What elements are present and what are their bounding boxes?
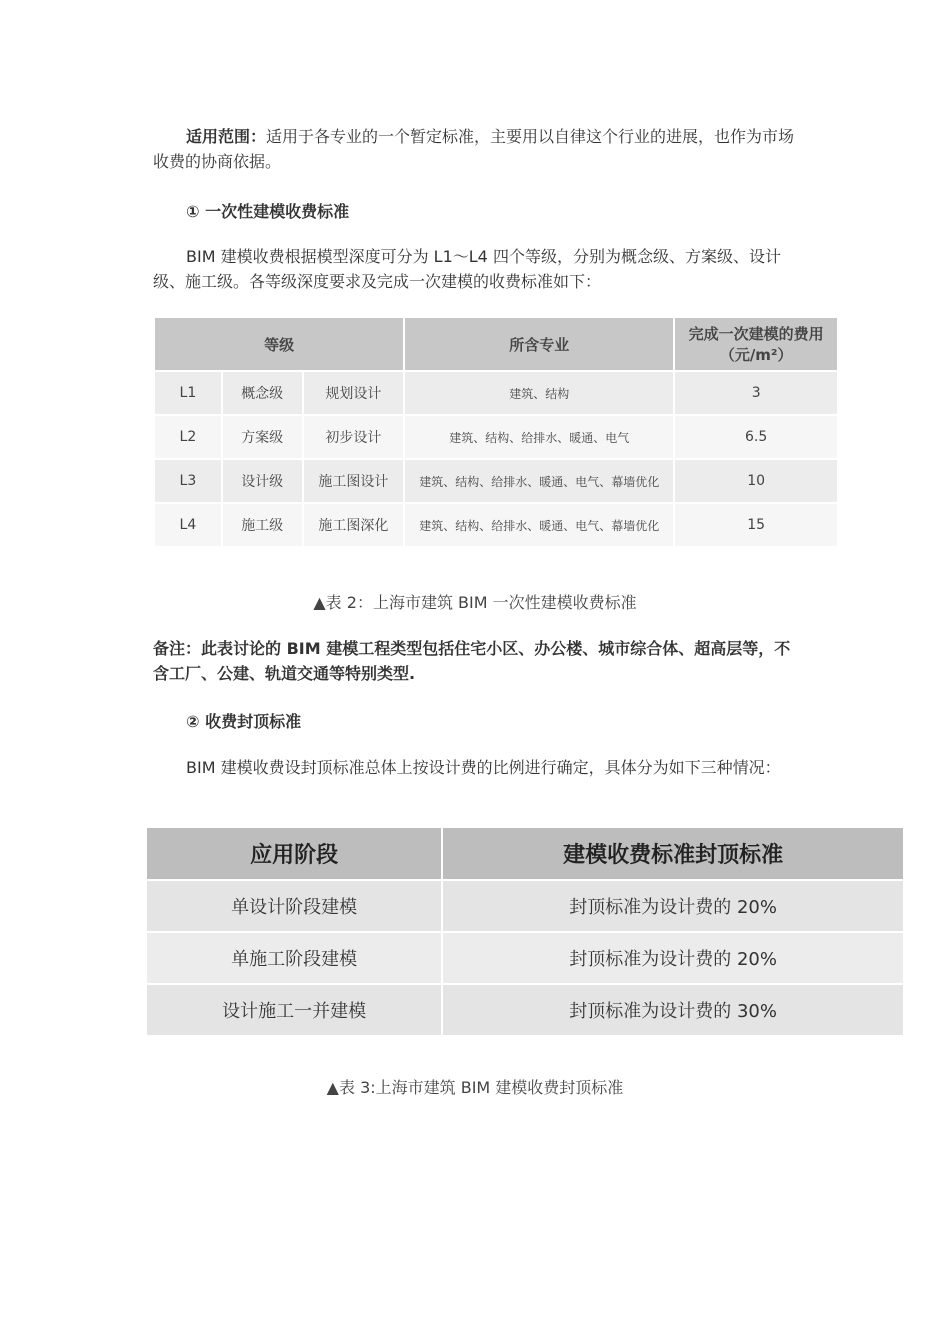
table-row — [154, 371, 838, 415]
header-fee-line2: （元/m²） — [719, 346, 793, 364]
cap-stage: 单设计阶段建模 — [146, 880, 442, 932]
level-code: L3 — [154, 459, 222, 503]
cap-value: 封顶标准为设计费的 20% — [442, 880, 904, 932]
section2-intro: BIM 建模收费设封顶标准总体上按设计费的比例进行确定，具体分为如下三种情况： — [186, 758, 781, 777]
level-name: 概念级 — [222, 371, 303, 415]
level-fee: 3 — [674, 371, 838, 415]
scope-paragraph — [153, 124, 803, 174]
level-disciplines: 建筑、结构、给排水、暖通、电气、幕墙优化 — [404, 503, 674, 547]
level-disciplines: 建筑、结构、给排水、暖通、电气 — [404, 415, 674, 459]
section2-heading: ② 收费封顶标准 — [186, 712, 302, 731]
level-fee: 6.5 — [674, 415, 838, 459]
header-stage: 应用阶段 — [146, 827, 442, 880]
table-header-row — [154, 317, 838, 371]
table-row — [154, 459, 838, 503]
cap-value: 封顶标准为设计费的 20% — [442, 932, 904, 984]
fee-cap-table — [145, 826, 905, 1037]
level-name: 方案级 — [222, 415, 303, 459]
table-row — [146, 880, 904, 932]
level-stage: 规划设计 — [303, 371, 405, 415]
section1-heading: ① 一次性建模收费标准 — [186, 202, 350, 221]
level-disciplines: 建筑、结构 — [404, 371, 674, 415]
table-row — [146, 932, 904, 984]
table-row — [154, 503, 838, 547]
level-code: L1 — [154, 371, 222, 415]
level-disciplines: 建筑、结构、给排水、暖通、电气、幕墙优化 — [404, 459, 674, 503]
level-name: 设计级 — [222, 459, 303, 503]
level-stage: 施工图设计 — [303, 459, 405, 503]
table-row — [146, 984, 904, 1036]
level-stage: 初步设计 — [303, 415, 405, 459]
section1-intro: BIM 建模收费根据模型深度可分为 L1～L4 四个等级，分别为概念级、方案级、设计级、施工级。各等级深度要求及完成一次建模的收费标准如下： — [153, 247, 781, 291]
level-fee: 15 — [674, 503, 838, 547]
header-fee-line1: 完成一次建模的费用 — [688, 325, 824, 343]
level-name: 施工级 — [222, 503, 303, 547]
header-cap: 建模收费标准封顶标准 — [442, 827, 904, 880]
table-header-row — [146, 827, 904, 880]
level-code: L2 — [154, 415, 222, 459]
header-fee — [674, 317, 838, 371]
header-disciplines: 所含专业 — [404, 317, 674, 371]
level-code: L4 — [154, 503, 222, 547]
cap-stage: 设计施工一并建模 — [146, 984, 442, 1036]
table-row — [154, 415, 838, 459]
scope-text: 适用于各专业的一个暂定标准，主要用以自律这个行业的进展，也作为市场收费的协商依据。 — [153, 127, 795, 171]
cap-stage: 单施工阶段建模 — [146, 932, 442, 984]
scope-label: 适用范围： — [186, 127, 267, 146]
table3-caption: ▲表 3:上海市建筑 BIM 建模收费封顶标准 — [326, 1078, 624, 1097]
level-fee: 10 — [674, 459, 838, 503]
note-paragraph: 备注：此表讨论的 BIM 建模工程类型包括住宅小区、办公楼、城市综合体、超高层等，不含工厂、公建、轨道交通等特别类型. — [153, 639, 791, 683]
level-stage: 施工图深化 — [303, 503, 405, 547]
fee-standard-table — [153, 316, 839, 548]
table2-caption: ▲表 2：上海市建筑 BIM 一次性建模收费标准 — [313, 593, 637, 612]
header-level: 等级 — [154, 317, 404, 371]
cap-value: 封顶标准为设计费的 30% — [442, 984, 904, 1036]
